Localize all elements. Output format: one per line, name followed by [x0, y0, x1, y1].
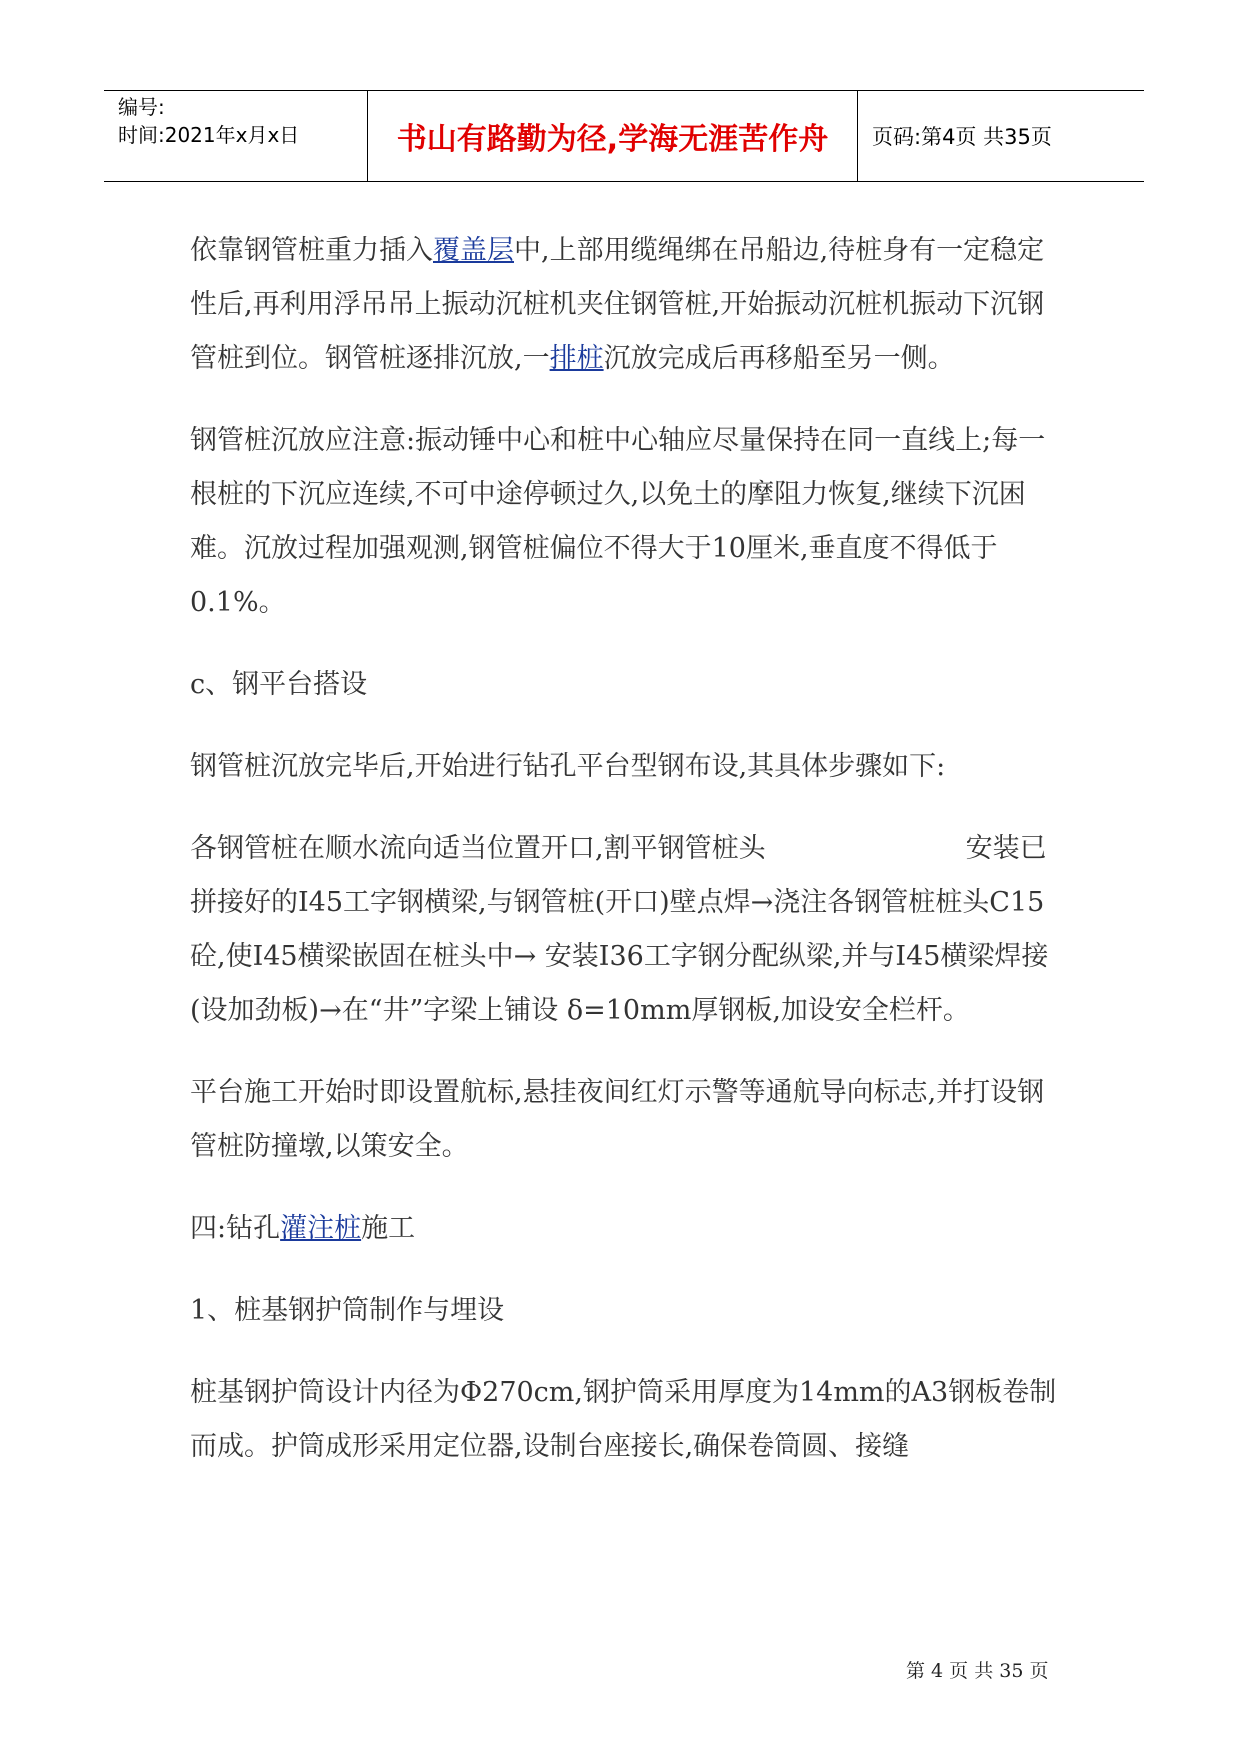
paragraph: 桩基钢护筒设计内径为Φ270cm,钢护筒采用厚度为14mm的A3钢板卷制而成。护筒成形采用定位器,设制台座接长,确保卷筒圆、接缝 [190, 1377, 1057, 1462]
page-footer: 第 4 页 共 35 页 [906, 1660, 1049, 1682]
header-motto: 书山有路勤为径,学海无涯苦作舟 [368, 91, 858, 181]
paragraph: 各钢管桩在顺水流向适当位置开口,割平钢管桩头 安装已拼接好的I45工字钢横梁,与钢管桩(开口)壁点焊→浇注各钢管桩桩头C15砼,使I45横梁嵌固在桩头中→ 安装I36工字钢分配纵梁,并与I45横梁焊接(设加劲板)→在“井”字梁上铺设 δ=10mm厚钢板,加设安全栏杆。 [190, 833, 1049, 1026]
number-label: 编号: [118, 95, 165, 119]
page-header [104, 90, 1144, 182]
paragraph: 依靠钢管桩重力插入覆盖层中,上部用缆绳绑在吊船边,待桩身有一定稳定性后,再利用浮吊吊上振动沉桩机夹住钢管桩,开始振动沉桩机振动下沉钢管桩到位。钢管桩逐排沉放,一排桩沉放完成后再移船至另一侧。 [190, 235, 1045, 374]
link-cast-in-place-pile[interactable]: 灌注桩 [280, 1213, 362, 1244]
header-meta [104, 91, 368, 181]
section-heading: c、钢平台搭设 [190, 669, 368, 700]
header-page-number: 页码:第4页 共35页 [872, 125, 1052, 149]
section-heading: 四:钻孔灌注桩施工 [190, 1213, 416, 1244]
subsection-heading: 1、桩基钢护筒制作与埋设 [190, 1295, 505, 1326]
link-pile-row[interactable]: 排桩 [549, 343, 604, 374]
paragraph: 平台施工开始时即设置航标,悬挂夜间红灯示警等通航导向标志,并打设钢管桩防撞墩,以策安全。 [190, 1077, 1045, 1162]
paragraph: 钢管桩沉放应注意:振动锤中心和桩中心轴应尽量保持在同一直线上;每一根桩的下沉应连续,不可中途停顿过久,以免土的摩阻力恢复,继续下沉困难。沉放过程加强观测,钢管桩偏位不得大于10厘米,垂直度不得低于0.1%。 [190, 425, 1046, 618]
time-label: 时间:2021年x月x日 [118, 123, 300, 147]
document-body [190, 224, 1060, 1502]
link-covering-layer[interactable]: 覆盖层 [433, 235, 514, 266]
paragraph: 钢管桩沉放完毕后,开始进行钻孔平台型钢布设,其具体步骤如下: [190, 751, 946, 782]
